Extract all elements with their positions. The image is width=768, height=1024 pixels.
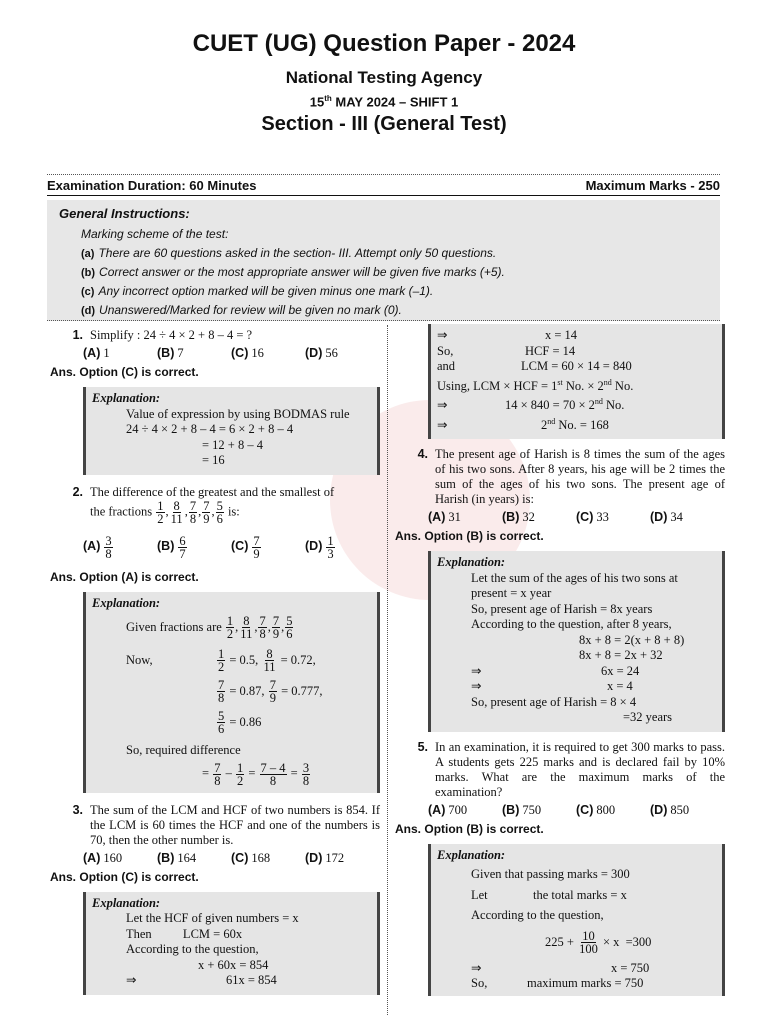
- option-label: (B): [502, 802, 520, 817]
- explanation-q4: [428, 551, 725, 732]
- instruction-label: (c): [81, 286, 95, 298]
- ans-label: Ans.: [395, 821, 422, 836]
- question-text-line: the fractions: [90, 503, 153, 518]
- instruction-item: [81, 246, 496, 260]
- expl-text: = 0.86: [229, 714, 262, 729]
- denominator: 2: [218, 660, 225, 674]
- page-header: [0, 30, 768, 136]
- explanation-line: 24 ÷ 4 × 2 + 8 – 4 = 6 × 2 + 8 – 4: [126, 422, 294, 436]
- instruction-label: (d): [81, 305, 96, 317]
- explanation-line: [92, 648, 369, 673]
- expl-text: 61x = 854: [226, 973, 277, 987]
- option-value: 750: [522, 802, 542, 817]
- exam-date-shift: [0, 94, 768, 109]
- marking-scheme: Marking scheme of the test:: [81, 227, 229, 241]
- question-3: [50, 803, 380, 848]
- option-label: (A): [428, 802, 446, 817]
- option-label: (C): [576, 510, 594, 525]
- question-5: [395, 740, 725, 800]
- denominator: 6: [218, 722, 225, 736]
- denominator: 9: [203, 511, 210, 526]
- expl-text: Now,: [126, 652, 153, 667]
- options-q4: [428, 510, 725, 525]
- answer-q1: [50, 365, 380, 379]
- options-q3: [83, 851, 380, 866]
- explanation-line: = 16: [202, 453, 225, 467]
- numerator: 5: [216, 498, 223, 513]
- numerator: 8: [266, 647, 273, 661]
- denominator: 8: [105, 546, 112, 561]
- exam-duration: Examination Duration: 60 Minutes: [47, 178, 257, 193]
- option-fraction: [252, 535, 260, 560]
- explanation-line: [437, 414, 714, 434]
- question-text: The difference of the greatest and the smallest of the fractions $\frac{1}{2}$ , $\frac{8}{11}$ , $\frac{7}{8}$ , $\frac{7}{9}$ , $\frac{5}{6}$ is:: [90, 484, 335, 526]
- expl-text: x = 4: [607, 679, 633, 694]
- implies-symbol: ⇒: [437, 417, 448, 432]
- numerator: 7: [214, 760, 221, 775]
- explanation-line: [437, 679, 714, 695]
- explanation-q3: [83, 892, 380, 995]
- option-b: [502, 510, 576, 525]
- expl-text: 6x = 24: [601, 663, 640, 678]
- numerator: 5: [286, 614, 293, 628]
- implies-symbol: ⇒: [471, 960, 482, 975]
- explanation-title: Explanation:: [437, 847, 506, 862]
- question-text: In an examination, it is required to get 300 marks to pass. A students gets 225 marks and is declared fail by 10% marks. What are the maximum marks of the examination?: [435, 739, 725, 799]
- explanation-title: Explanation:: [437, 555, 506, 570]
- explanation-line: =32 years: [623, 710, 673, 725]
- fraction: [170, 500, 184, 525]
- instruction-item: [81, 265, 505, 279]
- option-value: 34: [670, 510, 683, 525]
- question-text-line: is:: [227, 503, 240, 518]
- explanation-title: Explanation:: [92, 595, 161, 610]
- option-label: (A): [83, 850, 101, 865]
- question-2: [50, 485, 380, 525]
- explanation-line: [437, 328, 714, 344]
- explanation-line: 8x + 8 = 2(x + 8 + 8): [579, 632, 685, 647]
- denominator: 8: [259, 627, 266, 641]
- expl-text: No. = 168: [555, 417, 609, 432]
- denominator: 3: [327, 546, 334, 561]
- numerator: 7: [218, 678, 225, 692]
- option-b: [157, 851, 231, 866]
- explanation-line: [92, 710, 369, 735]
- ans-label: Ans.: [50, 869, 77, 884]
- fraction: [578, 930, 599, 955]
- option-value: 56: [325, 346, 338, 360]
- expl-text: 14 × 840 = 70 × 2: [505, 398, 595, 413]
- fraction: [239, 615, 253, 640]
- option-label: (C): [231, 346, 249, 360]
- explanation-line: 8x + 8 = 2x + 32: [579, 648, 663, 663]
- explanation-line: [92, 679, 369, 704]
- instruction-item: [81, 303, 402, 317]
- fraction: [260, 762, 287, 787]
- superscript: st: [557, 377, 563, 387]
- superscript: nd: [547, 416, 556, 426]
- option-c: [231, 851, 305, 866]
- explanation-line: Value of expression by using BODMAS rule: [126, 406, 350, 421]
- maximum-marks: Maximum Marks - 250: [585, 178, 720, 193]
- page-title: CUET (UG) Question Paper - 2024: [192, 30, 576, 57]
- denominator: 8: [269, 773, 277, 788]
- answer-q2: [50, 570, 380, 584]
- option-b: [157, 346, 231, 361]
- answer-text: Option (B) is correct.: [424, 529, 544, 544]
- denominator: 6: [216, 511, 223, 526]
- numerator: 7: [253, 533, 260, 548]
- denominator: 11: [263, 660, 276, 674]
- expl-text: = 0.87,: [229, 683, 265, 698]
- expl-text: = 0.5,: [229, 652, 259, 667]
- instruction-text: Correct answer or the most appropriate answer will be given five marks (+5).: [99, 265, 505, 279]
- exam-meta-bar: [47, 174, 720, 196]
- numerator: 1: [226, 614, 234, 628]
- option-a: [83, 346, 157, 361]
- date-suffix: th: [324, 94, 332, 103]
- fraction: [156, 500, 164, 525]
- expl-text: No.: [602, 398, 625, 413]
- implies-symbol: ⇒: [471, 679, 482, 694]
- option-label: (A): [83, 346, 101, 360]
- denominator: 11: [170, 511, 183, 526]
- expl-right: x = 14: [545, 328, 578, 342]
- answer-q4: [395, 529, 725, 543]
- option-d: [305, 535, 379, 560]
- denominator: 2: [236, 773, 244, 788]
- option-b: [502, 803, 576, 818]
- explanation-line: [437, 888, 714, 904]
- numerator: 7 – 4: [260, 760, 286, 775]
- explanation-title: Explanation:: [92, 895, 161, 910]
- option-a: [83, 851, 157, 866]
- denominator: 9: [272, 627, 280, 641]
- numerator: 7: [259, 614, 266, 628]
- explanation-line: Let the HCF of given numbers = x: [126, 911, 299, 925]
- expl-left: So,: [437, 343, 454, 358]
- column-divider: [387, 325, 388, 1015]
- option-label: (C): [231, 538, 249, 553]
- instruction-text: There are 60 questions asked in the section- III. Attempt only 50 questions.: [98, 246, 497, 260]
- option-fraction: [326, 535, 334, 560]
- answer-text: Option (B) is correct.: [424, 821, 544, 836]
- option-label: (D): [305, 346, 323, 360]
- explanation-line: Then LCM = 60x: [126, 926, 243, 941]
- option-label: (D): [305, 538, 323, 553]
- explanation-q5: [428, 844, 725, 996]
- option-d: [305, 851, 379, 866]
- denominator: 100: [579, 941, 598, 956]
- implies-symbol: ⇒: [437, 398, 448, 413]
- option-value: 31: [448, 510, 461, 525]
- option-value: 16: [251, 346, 264, 360]
- expl-text: So,: [471, 976, 488, 991]
- option-value: 33: [596, 510, 609, 525]
- option-value: 850: [670, 802, 690, 817]
- question-text: Simplify : 24 ÷ 4 × 2 + 8 – 4 = ?: [90, 328, 253, 342]
- explanation-line: [437, 394, 714, 414]
- numerator: 10: [582, 928, 595, 943]
- expl-right: HCF = 14: [525, 343, 576, 358]
- denominator: 9: [269, 691, 276, 705]
- explanation-line: [437, 344, 714, 360]
- denominator: 8: [189, 511, 197, 526]
- fraction: [213, 762, 221, 787]
- section-title: Section - III (General Test): [261, 113, 507, 136]
- denominator: 9: [253, 546, 260, 561]
- explanation-line: So, required difference: [126, 743, 241, 757]
- option-label: (A): [83, 538, 101, 553]
- option-label: (D): [305, 850, 323, 865]
- expl-text: No. × 2: [562, 378, 604, 393]
- expl-text: Given fractions are: [126, 619, 222, 634]
- expl-text: x = 750: [611, 960, 650, 975]
- explanation-line: So, present age of Harish = 8 × 4: [471, 694, 637, 709]
- answer-q3: [50, 870, 380, 884]
- option-fraction: [104, 535, 112, 560]
- numerator: 1: [327, 533, 334, 548]
- question-1: [50, 328, 380, 343]
- explanation-line: [437, 961, 714, 977]
- question-number: 4.: [417, 447, 428, 462]
- fraction: [262, 648, 276, 673]
- expl-left: ⇒: [437, 328, 448, 342]
- question-number: 5.: [417, 739, 428, 754]
- option-label: (D): [650, 510, 668, 525]
- numerator: 1: [157, 498, 164, 513]
- numerator: 5: [218, 709, 225, 723]
- options-q1: [83, 346, 380, 361]
- date-day: 15: [309, 94, 325, 110]
- denominator: 8: [214, 773, 221, 788]
- explanation-line: So, present age of Harish = 8x years: [471, 601, 653, 616]
- option-c: [231, 346, 305, 361]
- explanation-q3-continued: [428, 324, 725, 439]
- option-label: (B): [157, 346, 175, 360]
- fraction: [285, 615, 293, 640]
- implies-symbol: ⇒: [471, 663, 482, 678]
- question-number: 2.: [72, 484, 83, 499]
- denominator: 8: [218, 691, 225, 705]
- fraction: [226, 615, 234, 640]
- date-rest: MAY 2024 – SHIFT 1: [331, 94, 459, 110]
- option-value: 160: [103, 850, 123, 865]
- denominator: 2: [157, 511, 164, 526]
- option-d: [305, 346, 379, 361]
- numerator: 8: [173, 498, 180, 513]
- numerator: 7: [272, 614, 280, 628]
- expl-text: 2: [541, 417, 548, 432]
- answer-text: Option (C) is correct.: [79, 869, 199, 884]
- question-number: 3.: [72, 802, 83, 817]
- fraction: [202, 500, 210, 525]
- option-fraction: [178, 535, 186, 560]
- explanation-line: According to the question, after 8 years,: [471, 617, 672, 632]
- fraction: [272, 615, 280, 640]
- instructions-title: General Instructions:: [59, 206, 190, 221]
- answer-q5: [395, 822, 725, 836]
- option-value: 172: [325, 850, 345, 865]
- option-c: [576, 510, 650, 525]
- option-value: 1: [103, 346, 110, 360]
- options-q2: [83, 535, 380, 560]
- explanation-line: x + 60x = 854: [198, 957, 269, 972]
- explanation-line: Let the sum of the ages of his two sons at: [471, 570, 678, 585]
- numerator: 3: [302, 760, 310, 775]
- question-text: The present age of Harish is 8 times the sum of the ages of his two sons. After 8 years, his age will be 2 times the sum of the ages of his two sons. The present age of Harish (in years) is:: [435, 447, 725, 507]
- fraction: [258, 615, 266, 640]
- option-d: [650, 510, 724, 525]
- numerator: 1: [218, 647, 225, 661]
- expl-text: No.: [611, 378, 634, 393]
- numerator: 7: [189, 498, 197, 513]
- explanation-line: [92, 973, 369, 989]
- options-q5: [428, 803, 725, 818]
- instruction-label: (a): [81, 248, 95, 260]
- instruction-text: Any incorrect option marked will be given minus one mark (–1).: [98, 284, 434, 298]
- answer-text: Option (C) is correct.: [79, 365, 199, 379]
- instruction-text: Unanswered/Marked for review will be given no mark (0).: [99, 303, 402, 317]
- option-label: (A): [428, 510, 446, 525]
- superscript: nd: [594, 397, 603, 407]
- explanation-title: Explanation:: [92, 391, 161, 405]
- option-a: [83, 535, 157, 560]
- option-a: [428, 510, 502, 525]
- explanation-line: According to the question,: [471, 908, 604, 923]
- option-value: 164: [177, 850, 197, 865]
- explanation-q1: [83, 387, 380, 475]
- explanation-line: present = x year: [471, 586, 552, 601]
- explanation-line: [437, 976, 714, 992]
- option-label: (C): [576, 802, 594, 817]
- explanation-line: Given that passing marks = 300: [471, 867, 630, 882]
- explanation-line: = 12 + 8 – 4: [202, 437, 263, 452]
- fraction: [217, 648, 225, 673]
- explanation-line: [437, 930, 714, 955]
- denominator: 2: [226, 627, 234, 641]
- explanation-line: [437, 359, 714, 375]
- numerator: 6: [179, 533, 186, 548]
- numerator: 1: [236, 760, 244, 775]
- denominator: 11: [240, 627, 253, 641]
- expl-text: Let: [471, 887, 488, 902]
- option-c: [576, 803, 650, 818]
- option-label: (C): [231, 850, 249, 865]
- ans-label: Ans.: [395, 529, 422, 544]
- option-label: (B): [157, 850, 175, 865]
- fraction: [217, 710, 225, 735]
- option-label: (B): [157, 538, 175, 553]
- option-label: (B): [502, 510, 520, 525]
- agency-name: National Testing Agency: [285, 68, 483, 87]
- expl-text: 225 +: [545, 934, 574, 949]
- fraction: [269, 679, 277, 704]
- answer-text: Option (A) is correct.: [79, 569, 199, 584]
- expl-text: maximum marks = 750: [527, 976, 644, 991]
- numerator: 3: [105, 533, 112, 548]
- option-value: 800: [596, 802, 616, 817]
- option-label: (D): [650, 802, 668, 817]
- left-column: [50, 320, 380, 995]
- option-a: [428, 803, 502, 818]
- denominator: 8: [302, 773, 310, 788]
- general-instructions: [47, 200, 720, 321]
- ans-label: Ans.: [50, 365, 77, 379]
- implies-symbol: ⇒: [126, 973, 137, 987]
- option-value: 32: [522, 510, 535, 525]
- option-value: 700: [448, 802, 468, 817]
- option-value: 7: [177, 346, 184, 360]
- expl-text: Using, LCM × HCF = 1: [437, 378, 558, 393]
- fraction: [216, 500, 224, 525]
- explanation-q2: [83, 592, 380, 793]
- expl-text: = 0.72,: [280, 652, 316, 667]
- explanation-line: = $\frac{7}{8}$ – $\frac{1}{2}$ = $\frac{7 - 4}{8}$ = $\frac{3}{8}$: [202, 760, 310, 788]
- expl-text: = 0.777,: [281, 683, 323, 698]
- option-value: 168: [251, 850, 271, 865]
- ans-label: Ans.: [50, 569, 77, 584]
- denominator: 6: [286, 627, 293, 641]
- expl-right: LCM = 60 × 14 = 840: [521, 359, 632, 373]
- option-c: [231, 535, 305, 560]
- denominator: 7: [179, 546, 186, 561]
- explanation-line: [437, 375, 714, 395]
- question-number: 1.: [72, 328, 83, 342]
- question-text-line: The difference of the greatest and the smallest of: [90, 484, 335, 499]
- explanation-line: According to the question,: [126, 942, 259, 956]
- question-text: The sum of the LCM and HCF of two numbers is 854. If the LCM is 60 times the HCF and one of the numbers is 70, then the other number is.: [90, 802, 380, 847]
- fraction: [236, 762, 244, 787]
- right-column: [395, 320, 725, 996]
- instruction-item: [81, 284, 433, 298]
- expl-left: and: [437, 359, 456, 373]
- fraction: [302, 762, 310, 787]
- fraction: [189, 500, 197, 525]
- numerator: 7: [203, 498, 210, 513]
- instruction-label: (b): [81, 267, 96, 279]
- numerator: 8: [243, 614, 250, 628]
- option-b: [157, 535, 231, 560]
- expl-text: the total marks = x: [533, 887, 627, 902]
- numerator: 7: [269, 678, 276, 692]
- fraction: [217, 679, 225, 704]
- option-d: [650, 803, 724, 818]
- expl-text: × x =300: [602, 934, 652, 949]
- explanation-line: Given fractions are $\frac{1}{2}$ , $\frac{8}{11}$ , $\frac{7}{8}$ , $\frac{7}{9}$ , $\frac{5}{6}$: [126, 614, 293, 641]
- question-4: [395, 447, 725, 507]
- explanation-line: [437, 664, 714, 680]
- superscript: nd: [603, 377, 612, 387]
